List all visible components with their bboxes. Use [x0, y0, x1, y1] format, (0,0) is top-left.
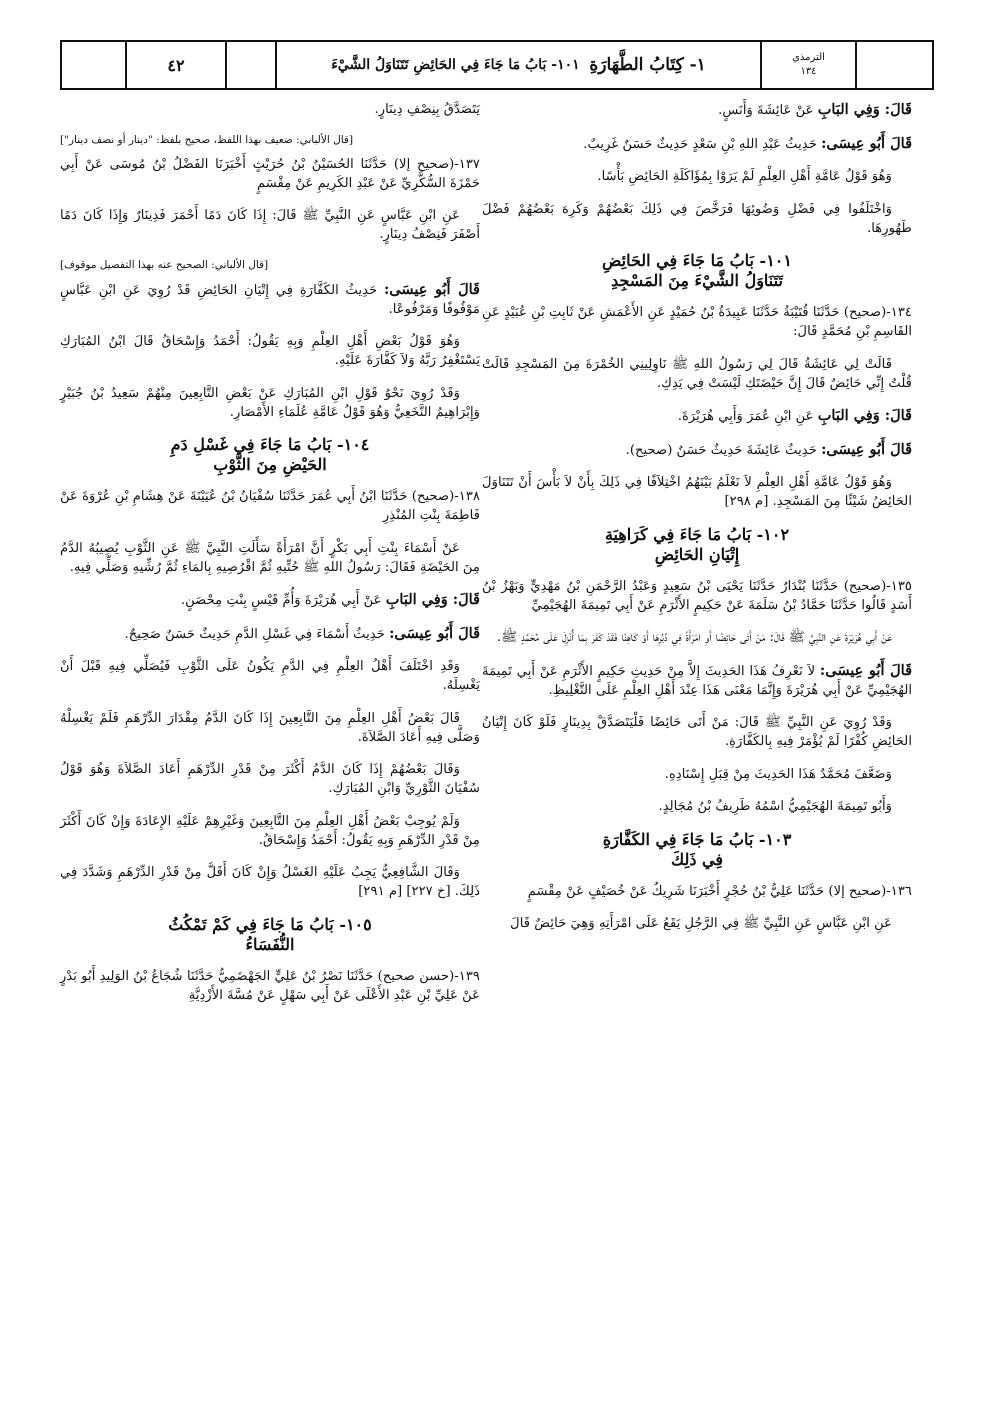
chapter-heading-102	[482, 525, 912, 565]
hadith-134-text: قَالَتْ لِي عَائِشَةُ قَالَ لِي رَسُولُ اللهِ ﷺ نَاوِلِينِي الخُمْرَةَ مِنَ المَسْجِدِ قَالَتْ قُلْتُ إِنِّي حَائِضٌ قَالَ إِنَّ حَيْضَتَكِ لَيْسَتْ فِي يَدِكِ.	[482, 356, 912, 391]
chapter-heading-103	[482, 830, 912, 870]
chapter-title: ١٠١- بَابُ مَا جَاءَ فِي الحَائِضِ تَتَنَاوَلُ الشَّيْءَ	[331, 57, 580, 73]
right-column	[482, 100, 912, 947]
hadith-139-isnad: ١٣٩-(حسن صحيح) حَدَّثَنَا نَصْرُ بْنُ عَلِيٍّ الجَهْضَمِيُّ حَدَّثَنَا شُجَاعُ بْنُ الوَلِيدِ أَبُو بَدْرٍ عَنْ عَلِيِّ بْنِ عَبْدِ الأَعْلَى عَنْ أَبِي سَهْلٍ عَنْ مُسَّةَ الأَزْدِيَّةِ	[60, 968, 480, 1003]
text-span: حَدِيثُ عَبْدِ اللهِ بْنِ سَعْدٍ حَدِيثٌ حَسَنٌ غَرِيبٌ.	[583, 136, 822, 152]
text-span: حَدِيثُ أَسْمَاءَ فِي غَسْلِ الدَّمِ حَدِيثٌ حَسَنٌ صَحِيحٌ.	[124, 626, 390, 642]
speaker-label: قَالَ أَبُو عِيسَى:	[383, 280, 480, 298]
paragraph: وَلَمْ يُوجِبْ بَعْضُ أَهْلِ العِلْمِ مِنَ التَّابِعِينَ وَغَيْرِهِمْ عَلَيْهِ الإِعَادَةَ وَإِنْ كَانَ أَكْثَرَ مِنْ قَدْرِ الدِّرْهَمِ وَبِهِ يَقُولُ: أَحْمَدُ وَإِسْحَاقُ.	[60, 813, 480, 848]
text-span: عَنِ ابْنِ عُمَرَ وَأَبِي هُرَيْرَةَ.	[677, 409, 818, 424]
paragraph: وَاخْتَلَفُوا فِي فَضْلِ وَضُوئِهَا فَرَخَّصَ فِي ذَلِكَ بَعْضُهُمْ وَكَرِهَ بَعْضُهُمْ فَضْلَ طَهُورِهَا.	[482, 201, 912, 236]
text-span	[580, 57, 590, 73]
hadith-137-text: عَنِ ابْنِ عَبَّاسٍ عَنِ النَّبِيِّ ﷺ قَالَ: إِذَا كَانَ دَمًا أَحْمَرَ فَدِينَارٌ وَإِذَا كَانَ دَمًا أَصْفَرَ فَنِصْفُ دِينَارٍ.	[60, 208, 480, 242]
text-span: الحَيْضِ مِنَ الثَّوْبِ	[213, 455, 327, 474]
hadith-136-isnad: ١٣٦-(صحيح إلا) حَدَّثَنَا عَلِيُّ بْنُ حُجْرٍ أَخْبَرَنَا شَرِيكٌ عَنْ خُصَيْفٍ عَنْ مِقْسَمٍ	[527, 883, 912, 899]
text-span: ١٠٢- بَابُ مَا جَاءَ فِي كَرَاهِيَةِ	[604, 524, 790, 544]
text-span: حَدِيثُ عَائِشَةَ حَدِيثٌ حَسَنٌ (صحيح).	[625, 442, 822, 458]
book-title: ١- كِتَابُ الطَّهَارَةِ	[589, 55, 706, 75]
page-header	[60, 40, 934, 90]
text-span: عَنْ عَائِشَةَ وَأَنَسٍ.	[718, 103, 818, 118]
paragraph	[60, 590, 480, 610]
hadith-135-text: عَنْ أَبِي هُرَيْرَةَ عَنِ النَّبِيِّ ﷺ قَالَ: مَنْ أَتَى حَائِضًا أَوِ امْرَأَةً فِي دُبُرِهَا أَوْ كَاهِنًا فَقَدْ كَفَرَ بِمَا أُنْزِلَ عَلَى مُحَمَّدٍ ﷺ.	[496, 630, 892, 645]
paragraph: وَقَدْ رُوِيَ عَنِ النَّبِيِّ ﷺ قَالَ: مَنْ أَتَى حَائِضًا فَلْيَتَصَدَّقْ بِدِينَارٍ فَلَوْ كَانَ إِتْيَانُ الحَائِضِ كُفْرًا لَمْ يُؤْمَرْ فِيهِ بِالكَفَّارَةِ.	[482, 715, 912, 749]
left-column	[60, 100, 480, 1018]
paragraph: وَهُوَ قَوْلُ عَامَّةِ أَهْلِ العِلْمِ لَمْ يَرَوْا بِمُؤَاكَلَةِ الحَائِضِ بَأْسًا.	[597, 169, 892, 184]
running-title	[277, 42, 762, 88]
text-span: ١٠٣- بَابُ مَا جَاءَ فِي الكَفَّارَةِ	[602, 829, 792, 849]
paragraph: وَهُوَ قَوْلُ عَامَّةِ أَهْلِ العِلْمِ لاَ نَعْلَمُ بَيْنَهُمُ اخْتِلاَفًا فِي ذَلِكَ بِأَنْ لاَ بَأْسَ أَنْ تَتَنَاوَلَ الحَائِضُ شَيْئًا مِنَ المَسْجِدِ. [م ٢٩٨]	[482, 475, 912, 509]
paragraph	[482, 100, 912, 120]
paragraph: وَقَدْ رُوِيَ نَحْوُ قَوْلِ ابْنِ المُبَارَكِ عَنْ بَعْضِ التَّابِعِينَ مِنْهُمْ سَعِيدُ بْنُ جُبَيْرٍ وَإِبْرَاهِيمُ النَّخَعِيُّ وَهُوَ قَوْلُ عَامَّةِ عُلَمَاءِ الأَمْصَارِ.	[60, 385, 480, 420]
hadith-138-text: عَنْ أَسْمَاءَ بِنْتِ أَبِي بَكْرٍ أَنَّ امْرَأَةً سَأَلَتِ النَّبِيَّ ﷺ عَنِ الثَّوْبِ يُصِيبُهُ الدَّمُ مِنَ الحَيْضَةِ فَقَالَ: رَسُولُ اللهِ ﷺ حُتِّيهِ ثُمَّ اقْرُصِيهِ بِالمَاءِ ثُمَّ رُشِّيهِ وَصَلِّي فِيهِ.	[60, 540, 480, 575]
text-span: ١٠١- بَابُ مَا جَاءَ فِي الحَائِضِ	[602, 251, 792, 270]
hadith-134-isnad: ١٣٤-(صحيح) حَدَّثَنَا قُتَيْبَةُ حَدَّثَنَا عَبِيدَةُ بْنُ حُمَيْدٍ عَنِ الأَعْمَشِ عَنْ ثَابِتِ بْنِ عُبَيْدٍ عَنِ القَاسِمِ بْنِ مُحَمَّدٍ قَالَ:	[482, 305, 912, 339]
header-empty-cell	[227, 42, 277, 88]
collection-name: الترمذي	[792, 52, 825, 63]
text-span: عَنْ أَبِي هُرَيْرَةَ وَأُمِّ قَيْسٍ بِنْتِ مِحْصَنٍ.	[180, 593, 386, 608]
text-span: فِي ذَلِكَ	[670, 849, 724, 869]
collection-ref	[762, 42, 857, 88]
paragraph	[482, 134, 912, 154]
text-span: حَدِيثُ الكَفَّارَةِ فِي إِتْيَانِ الحَائِضِ قَدْ رُوِيَ عَنِ ابْنِ عَبَّاسٍ مَوْقُوفًا وَمَرْفُوعًا.	[60, 282, 480, 317]
paragraph: يَتَصَدَّقُ بِنِصْفِ دِينَارٍ.	[374, 102, 480, 117]
chapter-heading-105	[60, 915, 480, 955]
speaker-label: قَالَ أَبُو عِيسَى:	[821, 440, 912, 458]
paragraph	[60, 280, 480, 319]
speaker-label: قَالَ: وَفِي البَابِ	[385, 591, 480, 608]
text-span: لاَ نَعْرِفُ هَذَا الحَدِيثَ إِلاَّ مِنْ حَدِيثِ حَكِيمٍ الأَثْرَمِ عَنْ أَبِي تَمِيمَةَ الهُجَيْمِيِّ عَنْ أَبِي هُرَيْرَةَ وَإِنَّمَا مَعْنَى هَذَا عِنْدَ أَهْلِ العِلْمِ عَلَى التَّغْلِيظِ.	[482, 663, 912, 698]
hadith-138-isnad: ١٣٨-(صحيح) حَدَّثَنَا ابْنُ أَبِي عُمَرَ حَدَّثَنَا سُفْيَانُ بْنُ عُيَيْنَةَ عَنْ هِشَامِ بْنِ عُرْوَةَ عَنْ فَاطِمَةَ بِنْتِ المُنْذِرِ	[60, 489, 480, 523]
paragraph: وَقَدِ اخْتَلَفَ أَهْلُ العِلْمِ فِي الدَّمِ يَكُونُ عَلَى الثَّوْبِ فَيُصَلِّي فِيهِ قَبْلَ أَنْ يَغْسِلَهُ.	[60, 659, 480, 693]
speaker-label: قَالَ أَبُو عِيسَى:	[819, 661, 912, 679]
speaker-label: قَالَ: وَفِي البَابِ	[817, 101, 912, 118]
paragraph: وَأَبُو تَمِيمَةَ الهُجَيْمِيُّ اسْمُهُ طَرِيفُ بْنُ مُجَالِدٍ.	[658, 799, 892, 814]
paragraph	[482, 661, 912, 700]
speaker-label: قَالَ أَبُو عِيسَى:	[389, 624, 480, 642]
text-span: إِتْيَانِ الحَائِضِ	[654, 544, 740, 564]
text-span: ١٠٤- بَابُ مَا جَاءَ فِي غَسْلِ دَمِ	[170, 435, 370, 454]
chapter-heading-101	[482, 251, 912, 291]
paragraph: وَقَالَ بَعْضُهُمْ إِذَا كَانَ الدَّمُ أَكْثَرَ مِنْ قَدْرِ الدِّرْهَمِ أَعَادَ الصَّلاَةَ وَهُوَ قَوْلُ سُفْيَانَ الثَّوْرِيِّ وَابْنِ المُبَارَكِ.	[60, 762, 480, 796]
text-span: تَتَنَاوَلُ الشَّيْءَ مِنَ المَسْجِدِ	[611, 271, 783, 290]
hadith-135-isnad: ١٣٥-(صحيح) حَدَّثَنَا بُنْدَارٌ حَدَّثَنَا يَحْيَى بْنُ سَعِيدٍ وَعَبْدُ الرَّحْمَنِ بْنُ مَهْدِيٍّ وَبَهْزُ بْنُ أَسَدٍ قَالُوا حَدَّثَنَا حَمَّادُ بْنُ سَلَمَةَ عَنْ حَكِيمٍ الأَثْرَمِ عَنْ أَبِي تَمِيمَةَ الهُجَيْمِيِّ	[482, 578, 912, 613]
paragraph	[482, 406, 912, 426]
albani-note: [قال الألباني: ضعيف بهذا اللفظ، صحيح بلفظ: "دينار أو نصف دينار"]	[60, 133, 354, 146]
albani-note: [قال الألباني: الصحيح عنه بهذا التفصيل موقوف]	[60, 258, 269, 271]
hadith-136-text: عَنِ ابْنِ عَبَّاسٍ عَنِ النَّبِيِّ ﷺ فِي الرَّجُلِ يَقَعُ عَلَى امْرَأَتِهِ وَهِيَ حَائِضٌ قَالَ	[510, 916, 892, 931]
paragraph	[482, 440, 912, 460]
paragraph: قَالَ بَعْضُ أَهْلِ العِلْمِ مِنَ التَّابِعِينَ إِذَا كَانَ الدَّمُ مِقْدَارَ الدِّرْهَمِ فَلَمْ يَغْسِلْهُ وَصَلَّى فِيهِ أَعَادَ الصَّلاَةَ.	[60, 710, 480, 745]
hadith-137-isnad: ١٣٧-(صحيح إلا) حَدَّثَنَا الحُسَيْنُ بْنُ حُرَيْثٍ أَخْبَرَنَا الفَضْلُ بْنُ مُوسَى عَنْ أَبِي حَمْزَةَ السُّكَّرِيِّ عَنْ عَبْدِ الكَرِيمِ عَنْ مِقْسَمٍ	[60, 156, 480, 191]
chapter-heading-104	[60, 435, 480, 475]
speaker-label: قَالَ أَبُو عِيسَى:	[821, 134, 912, 152]
hadith-start-number: ١٣٤	[800, 66, 817, 77]
header-empty-cell	[62, 42, 127, 88]
paragraph: وَضَعَّفَ مُحَمَّدٌ هَذَا الحَدِيثَ مِنْ قِبَلِ إِسْنَادِهِ.	[664, 766, 892, 782]
speaker-label: قَالَ: وَفِي البَابِ	[817, 407, 912, 424]
page-number: ٤٢	[127, 42, 227, 88]
text-span: ١٠٥- بَابُ مَا جَاءَ فِي كَمْ تَمْكُثُ	[168, 914, 372, 934]
paragraph	[60, 624, 480, 644]
header-empty-cell	[857, 42, 932, 88]
paragraph: وَقَالَ الشَّافِعِيُّ يَجِبُ عَلَيْهِ الغَسْلُ وَإِنْ كَانَ أَقَلَّ مِنْ قَدْرِ الدِّرْهَمِ وَشَدَّدَ فِي ذَلِكَ. [خ ٢٢٧] [م ٢٩١]	[60, 865, 480, 899]
text-span: النُّفَسَاءُ	[245, 934, 295, 954]
paragraph: وَهُوَ قَوْلُ بَعْضِ أَهْلِ العِلْمِ وَبِهِ يَقُولُ: أَحْمَدُ وَإِسْحَاقُ قَالَ ابْنُ المُبَارَكِ يَسْتَغْفِرُ رَبَّهُ وَلاَ كَفَّارَةَ عَلَيْهِ.	[60, 334, 480, 368]
